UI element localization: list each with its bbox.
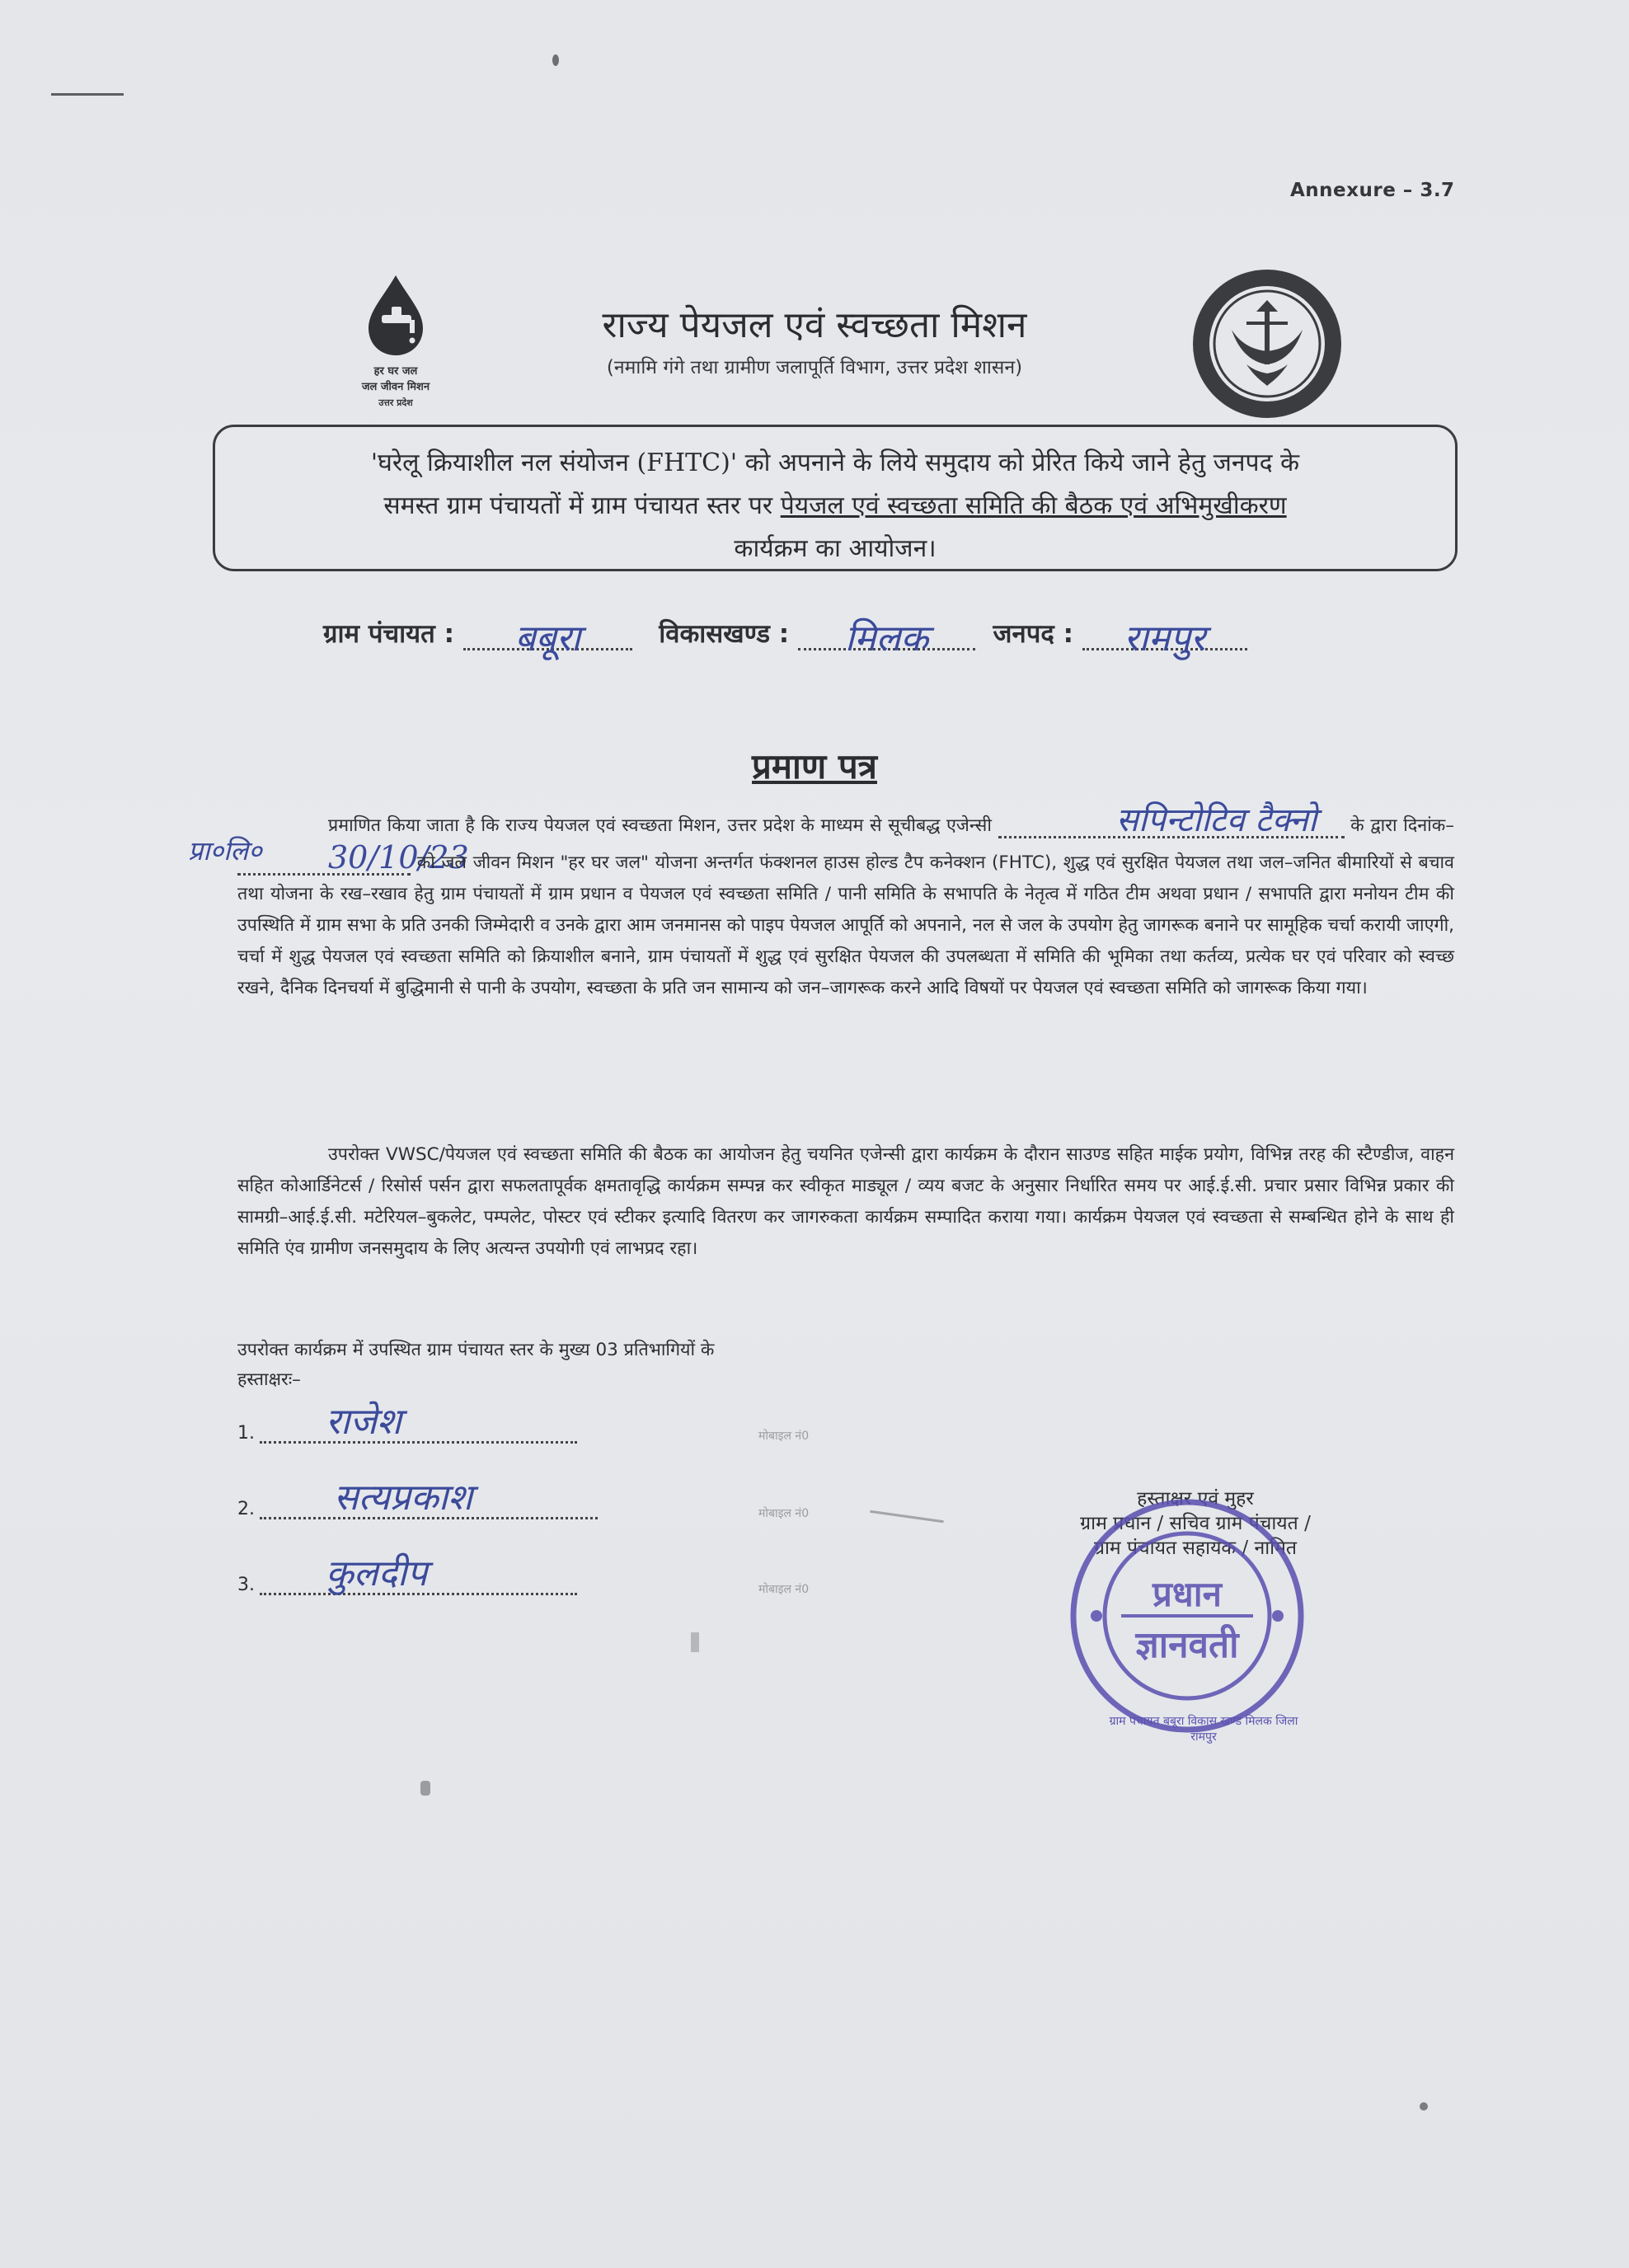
scan-smudge-3 bbox=[420, 1781, 430, 1796]
location-fields bbox=[323, 612, 1411, 660]
participant-row-1 bbox=[237, 1401, 577, 1444]
block-field bbox=[798, 612, 975, 660]
participants-intro-line-1: उपरोक्त कार्यक्रम में उपस्थित ग्राम पंचायत स्तर के मुख्य 03 प्रतिभागियों के bbox=[237, 1340, 715, 1360]
official-stamp bbox=[1063, 1492, 1311, 1743]
participants-intro bbox=[237, 1336, 979, 1395]
mobile-label-2: मोबाइल नं0 bbox=[758, 1507, 810, 1520]
annexure-label: Annexure – 3.7 bbox=[1290, 180, 1455, 201]
stamp-title: प्रधान bbox=[1153, 1574, 1222, 1614]
participant-num: 3. bbox=[237, 1575, 255, 1595]
scan-mark-dot bbox=[552, 54, 559, 66]
participant-signature: कुलदीप bbox=[326, 1552, 428, 1594]
subject-line-2 bbox=[238, 485, 1432, 528]
subject-line-2-text: समस्त ग्राम पंचायतों में ग्राम पंचायत स्तर पर bbox=[383, 491, 781, 520]
district-value: रामपुर bbox=[1124, 617, 1206, 660]
logo-caption-2: जल जीवन मिशन bbox=[361, 381, 430, 393]
stamp-seal bbox=[1063, 1492, 1311, 1740]
certificate-title: प्रमाण पत्र bbox=[752, 746, 877, 787]
logo-caption-1: हर घर जल bbox=[373, 365, 418, 378]
village-field bbox=[463, 612, 632, 660]
subject-line-1: 'घरेलू क्रियाशील नल संयोजन (FHTC)' को अपनाने के लिये समुदाय को प्रेरित किये जाने हेतु जनपद के bbox=[370, 448, 1300, 477]
subject-line-2-underlined: पेयजल एवं स्वच्छता समिति की बैठक एवं अभिमुखीकरण bbox=[780, 491, 1287, 520]
mobile-label-1: मोबाइल नं0 bbox=[758, 1430, 810, 1443]
scan-mark-line bbox=[51, 93, 124, 96]
p1-body: को जल जीवन मिशन "हर घर जल" योजना अन्तर्गत फंक्शनल हाउस होल्ड टैप कनेक्शन (FHTC), शुद्ध एवं सुरक्षित पेयजल तथा जल–जनित बीमारियों से बचाव तथा योजना के रख–रखाव हेतु ग्राम पंचायतों में ग्राम प्रधान व पेयजल एवं स्वच्छता समिति / पानी समिति के सभापति के नेतृत्व में गठित टीम अथवा प्रधान / सभापति द्वारा मनोयन टीम की उपस्थिति में ग्राम सभा के प्रति उनकी जिम्मेदारी व उनके द्वारा आम जनमानस को पाइप पेयजल आपूर्ति को अपनाने, नल से जल के उपयोग हेतु जागरूक बनाने पर सामूहिक चर्चा करायी जाएगी, चर्चा में शुद्ध पेयजल एवं स्वच्छता समिति को क्रियाशील बनाने, ग्राम पंचायतों में शुद्ध एवं सुरक्षित पेयजल की उपलब्धता में समिति की भूमिका तथा कर्तव्य, प्रत्येक घर एवं परिवार को स्वच्छ रखने, दैनिक दिनचर्या में बुद्धिमानी से पानी के उपयोग, स्वच्छता के प्रति जन सामान्य को जन–जागरूक करने आदि विषयों पर पेयजल एवं स्वच्छता समिति को जागरूक किया गया। bbox=[237, 852, 1454, 998]
participant-row-3 bbox=[237, 1552, 577, 1595]
mission-title: राज्य पेयजल एवं स्वच्छता मिशन bbox=[602, 304, 1027, 346]
signatory-line-3: ग्राम पंचायत सहायक / नामित bbox=[1093, 1538, 1298, 1559]
participant-row-2 bbox=[237, 1477, 598, 1519]
block-label: विकासखण्ड : bbox=[659, 619, 790, 649]
participant-num: 1. bbox=[237, 1423, 255, 1444]
stamp-name: ज्ञानवती bbox=[1135, 1624, 1239, 1666]
scan-smudge-2 bbox=[691, 1632, 699, 1652]
p1-intro: प्रमाणित किया जाता है कि राज्य पेयजल एवं स्वच्छता मिशन, उत्तर प्रदेश के माध्यम से सूचीबद्ध एजेन्सी bbox=[328, 815, 998, 836]
participant-num: 2. bbox=[237, 1499, 255, 1519]
signatory-line-1: हस्ताक्षर एवं मुहर bbox=[1137, 1488, 1254, 1510]
certificate-paragraph-2: उपरोक्त VWSC/पेयजल एवं स्वच्छता समिति की बैठक का आयोजन हेतु चयनित एजेन्सी द्वारा कार्यक्रम के दौरान साउण्ड सहित माईक प्रयोग, विभिन्न तरह की स्टैण्डीज, वाहन सहित कोआर्डिनेटर्स / रिसोर्स पर्सन द्वारा सफलतापूर्वक क्षमतावृद्धि कार्यक्रम सम्पन्न कर स्वीकृत माड्यूल / व्यय बजट के अनुसार निर्धारित समय पर आई.ई.सी. प्रचार प्रसार विभिन्न प्रकार की सामग्री–आई.ई.सी. मटेरियल–बुकलेट, पम्पलेट, पोस्टर एवं स्टीकर इत्यादि वितरण कर जागरुकता कार्यक्रम सम्पादित कराया गया। कार्यक्रम पेयजल एवं स्वच्छता से सम्बन्धित होने के साथ ही समिति एंव ग्रामीण जनसमुदाय के लिए अत्यन्त उपयोगी एवं लाभप्रद रहा। bbox=[237, 1144, 1454, 1259]
stamp-ring-text: ग्राम पंचायत बबूरा विकास खण्ड मिलक जिला रामपुर bbox=[1109, 1715, 1298, 1744]
participant-signature: राजेश bbox=[326, 1401, 401, 1443]
subject-line-3: कार्यक्रम का आयोजन। bbox=[734, 534, 937, 563]
scan-smudge-1 bbox=[870, 1510, 944, 1523]
subject-box bbox=[213, 425, 1458, 571]
meeting-date: 30/10/23 bbox=[237, 842, 411, 876]
participants-intro-line-2: हस्ताक्षरः– bbox=[237, 1369, 301, 1390]
district-field bbox=[1082, 612, 1247, 660]
block-value: मिलक bbox=[844, 617, 929, 660]
certificate-paragraph-1 bbox=[237, 801, 1454, 1004]
p1-date-label: के द्वारा दिनांक– bbox=[1344, 815, 1454, 836]
participant-signature: सत्यप्रकाश bbox=[334, 1477, 473, 1519]
mobile-label-3: मोबाइल नं0 bbox=[758, 1583, 810, 1596]
signatory-line-2: ग्राम प्रधान / सचिव ग्राम पंचायत / bbox=[1080, 1513, 1311, 1534]
village-label: ग्राम पंचायत : bbox=[323, 619, 455, 649]
up-state-emblem bbox=[1189, 265, 1345, 425]
agency-name: सपिन्टोटिव टैक्नो bbox=[998, 805, 1345, 838]
district-label: जनपद : bbox=[993, 619, 1073, 649]
village-value: बबूरा bbox=[514, 617, 581, 660]
scan-smudge-4 bbox=[1420, 2102, 1428, 2111]
margin-note: प्रा०लि० bbox=[188, 835, 262, 866]
state-emblem-icon bbox=[1189, 265, 1345, 422]
mission-subtitle: (नमामि गंगे तथा ग्रामीण जलापूर्ति विभाग, उत्तर प्रदेश शासन) bbox=[606, 357, 1023, 378]
logo-caption-3: उत्तर प्रदेश bbox=[378, 397, 413, 408]
